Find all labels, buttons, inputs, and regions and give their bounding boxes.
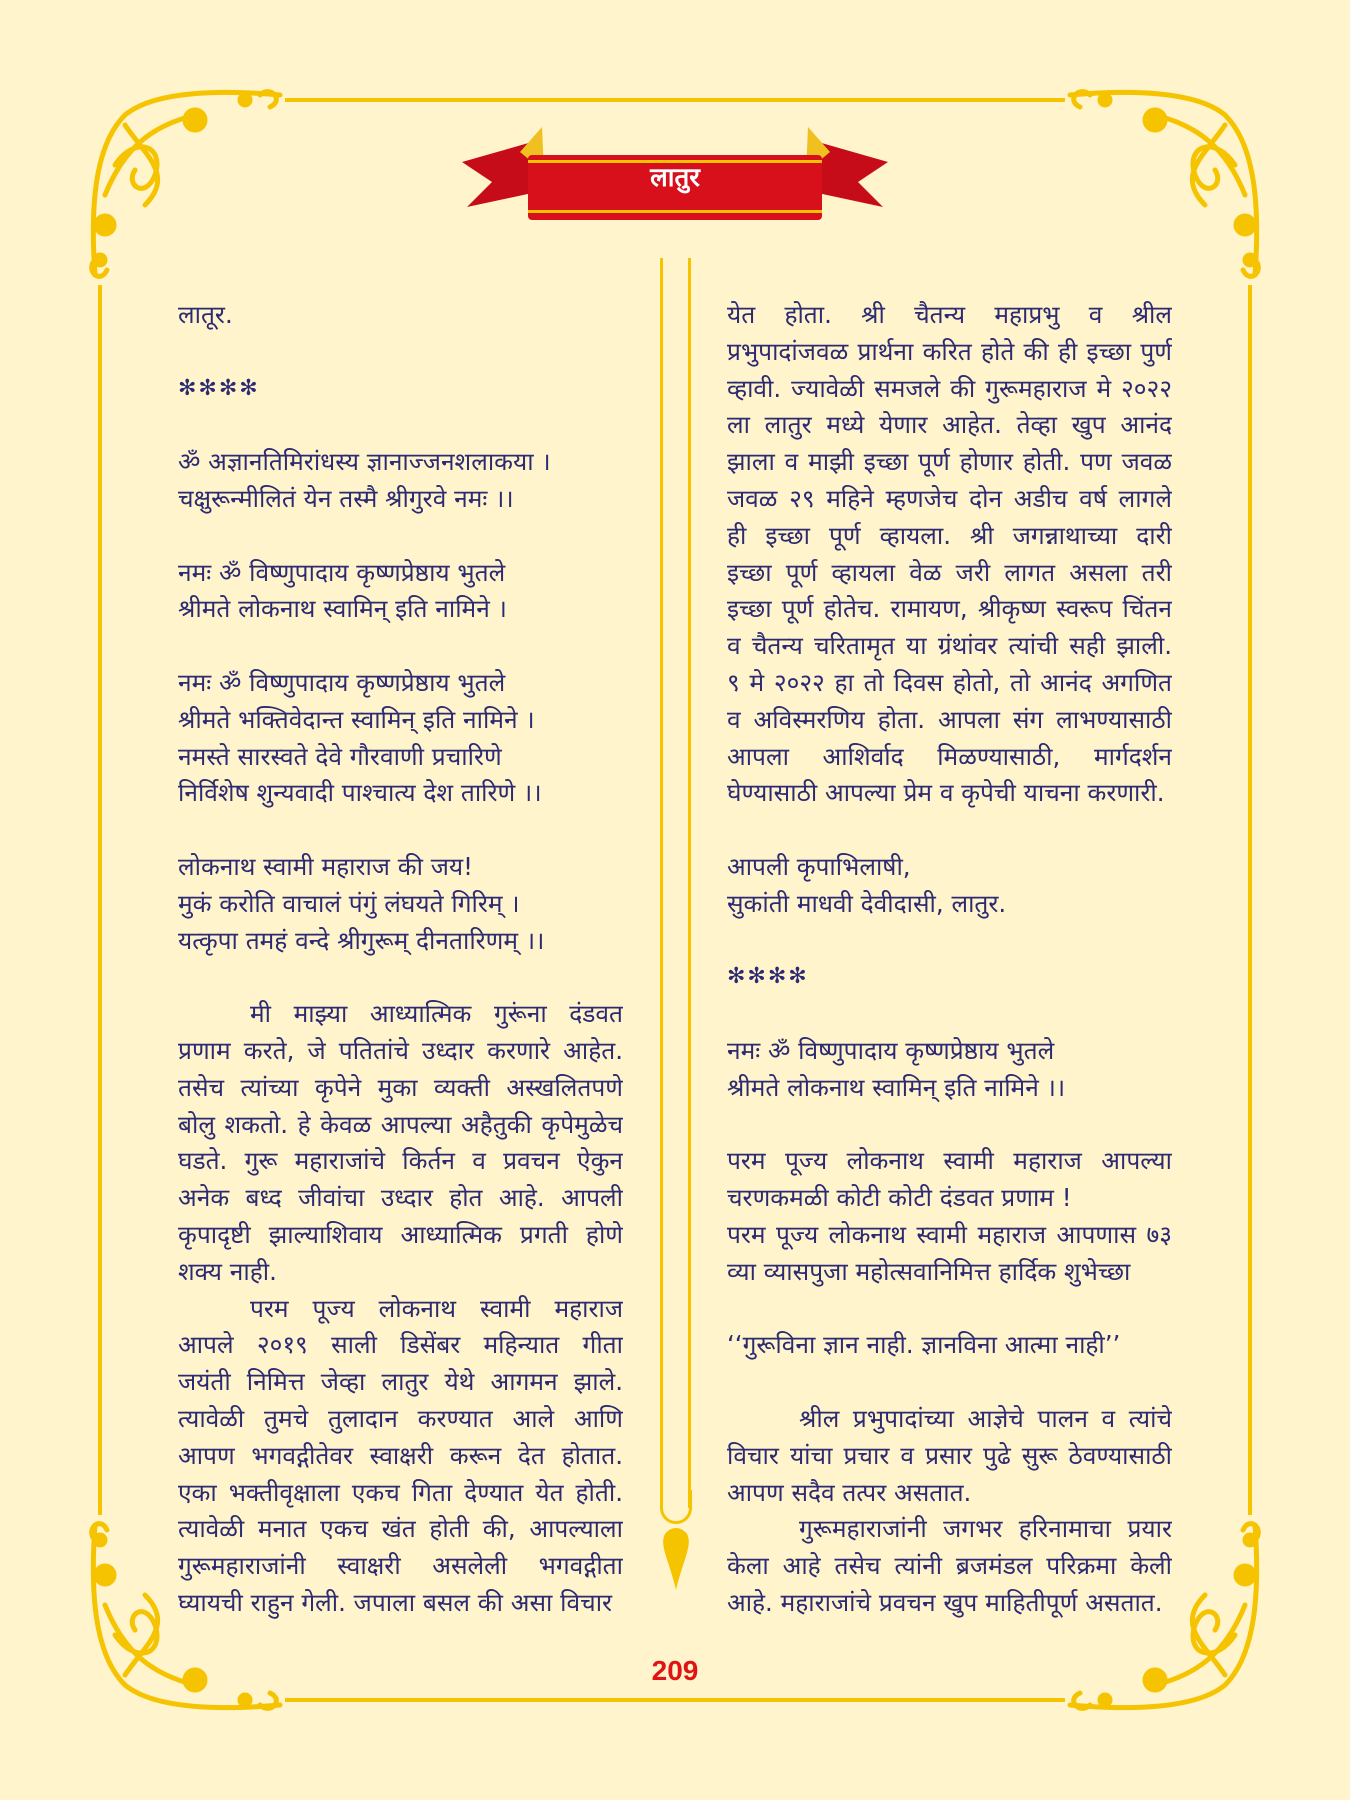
text-line: केला आहे तसेच त्यांनी ब्रजमंडल परिक्रमा केली (727, 1551, 1172, 1581)
blank-line (727, 812, 1172, 849)
text-line: श्रीमते लोकनाथ स्वामिन् इति नामिने । (178, 594, 507, 624)
text-line: परम पूज्य लोकनाथ स्वामी महाराज आपणास ७३ (727, 1219, 1172, 1249)
paragraph (178, 1291, 623, 1622)
verse-block (178, 849, 623, 959)
text-line: नमः ॐ विष्णुपादाय कृष्णप्रेष्ठाय भुतले (727, 1035, 1055, 1065)
frame-left-line (98, 285, 102, 1515)
verse-block (727, 1327, 1172, 1364)
text-line: ‘‘गुरूविना ज्ञान नाही. ज्ञानविना आत्मा नाही’’ (727, 1330, 1121, 1360)
paragraph (727, 1143, 1172, 1217)
verse-block (727, 1033, 1172, 1107)
text-line: आपला आशिर्वाद मिळण्यासाठी, मार्गदर्शन (727, 741, 1172, 771)
text-line: गुरूमहाराजांनी जगभर हरिनामाचा प्रयार (799, 1514, 1172, 1544)
text-line: व्हावी. ज्यावेळी समजले की गुरूमहाराज मे २०२२ (727, 373, 1172, 403)
text-line: ॐ अज्ञानतिमिरांधस्य ज्ञानाज्जनशलाकया । (178, 447, 551, 477)
text-line: त्यावेळी मनात एकच खंत होती की, आपल्याला (178, 1514, 623, 1544)
text-line: परम पूज्य लोकनाथ स्वामी महाराज आपल्या (727, 1146, 1172, 1176)
text-line: आपले २०१९ साली डिसेंबर महिन्यात गीता (178, 1330, 623, 1360)
blank-line (178, 407, 623, 444)
text-line: मुकं करोति वाचालं पंगुं लंघयते गिरिम् । (178, 888, 520, 918)
text-line: अनेक बध्द जीवांचा उध्दार होत आहे. आपली (178, 1183, 623, 1213)
text-line: शक्य नाही. (178, 1256, 277, 1286)
text-line: आपण भगवद्गीतेवर स्वाक्षरी करून देत होतात. (178, 1440, 623, 1470)
blank-line (178, 628, 623, 665)
paragraph (178, 996, 623, 1290)
blank-line (727, 1107, 1172, 1144)
paragraph (727, 1217, 1172, 1291)
text-line: जयंती निमित्त जेव्हा लातुर येथे आगमन झाले. (178, 1367, 623, 1397)
text-line: विचार यांचा प्रचार व प्रसार पुढे सुरू ठेवण्यासाठी (727, 1440, 1172, 1470)
verse-block (178, 444, 623, 518)
blank-line (178, 334, 623, 371)
text-line: श्रीमते भक्तिवेदान्त स्वामिन् इति नामिने । (178, 704, 535, 734)
section-separator (727, 959, 1172, 996)
text-line: परम पूज्य लोकनाथ स्वामी महाराज (250, 1293, 623, 1323)
text-line: इच्छा पूर्ण होतेच. रामायण, श्रीकृष्ण स्वरूप चिंतन (727, 594, 1172, 624)
text-line: ही इच्छा पूर्ण व्हायला. श्री जगन्नाथाच्या दारी (727, 520, 1172, 550)
blank-line (727, 1291, 1172, 1328)
verse-block (727, 849, 1172, 923)
text-line: सुकांती माधवी देवीदासी, लातुर. (727, 888, 1007, 918)
blank-line (178, 959, 623, 996)
text-line: एका भक्तीवृक्षाला एकच गिता देण्यात येत होती. (178, 1477, 623, 1507)
blank-line (727, 996, 1172, 1033)
column-divider-left (660, 258, 663, 1508)
text-line: इच्छा पूर्ण व्हायला वेळ जरी लागत असला तरी (727, 557, 1172, 587)
corner-ornament-top-right (1065, 85, 1265, 285)
text-line: त्यावेळी तुमचे तुलादान करण्यात आले आणि (178, 1403, 623, 1433)
text-line: चक्षुरून्मीलितं येन तस्मै श्रीगुरवे नमः ।। (178, 483, 514, 513)
text-line: निर्विशेष शुन्यवादी पाश्चात्य देश तारिणे ।। (178, 778, 542, 808)
text-line: व्या व्यासपुजा महोत्सवानिमित्त हार्दिक शुभेच्छा (727, 1256, 1131, 1286)
text-line: ला लातुर मध्ये येणार आहेत. तेव्हा खुप आनंद (727, 410, 1172, 440)
text-line: कृपादृष्टी झाल्याशिवाय आध्यात्मिक प्रगती होणे (178, 1219, 623, 1249)
verse-block (178, 555, 623, 629)
text-line: जवळ २९ महिने म्हणजेच दोन अडीच वर्ष लागले (727, 483, 1172, 513)
paragraph (727, 1401, 1172, 1511)
text-line: चरणकमळी कोटी कोटी दंडवत प्रणाम ! (727, 1183, 1072, 1213)
text-line: प्रणाम करते, जे पतितांचे उध्दार करणारे आहेत. (178, 1035, 623, 1065)
blank-line (178, 518, 623, 555)
text-line: आपली कृपाभिलाषी, (727, 851, 911, 881)
text-line: श्रीमते लोकनाथ स्वामिन् इति नामिने ।। (727, 1072, 1066, 1102)
text-line: ✻✻✻✻ (178, 375, 260, 401)
text-line: ९ मे २०२२ हा तो दिवस होतो, तो आनंद अगणित (727, 667, 1172, 697)
right-column (727, 297, 1172, 1622)
frame-right-line (1248, 285, 1252, 1515)
text-line: मी माझ्या आध्यात्मिक गुरूंना दंडवत (250, 999, 623, 1029)
text-line: यत्कृपा तमहं वन्दे श्रीगुरूम् दीनतारिणम् ।। (178, 925, 545, 955)
column-divider-right (688, 258, 691, 1508)
blank-line (727, 923, 1172, 960)
text-line: श्रील प्रभुपादांच्या आज्ञेचे पालन व त्यांचे (799, 1403, 1172, 1433)
title-banner (462, 122, 888, 222)
blank-line (178, 812, 623, 849)
divider-drop-ornament (655, 1490, 697, 1595)
verse-block (178, 665, 623, 812)
banner-title: लातुर (650, 163, 700, 193)
text-line: नमः ॐ विष्णुपादाय कृष्णप्रेष्ठाय भुतले (178, 667, 506, 697)
text-line: घेण्यासाठी आपल्या प्रेम व कृपेची याचना करणारी. (727, 778, 1165, 808)
paragraph (727, 297, 1172, 812)
left-column (178, 297, 623, 1622)
text-line: येत होता. श्री चैतन्य महाप्रभु व श्रील (727, 300, 1172, 329)
frame-bottom-line (285, 1698, 1065, 1702)
text-line: गुरूमहाराजांनी स्वाक्षरी असलेली भगवद्गीता (178, 1551, 623, 1581)
text-line: नमस्ते सारस्वते देवे गौरवाणी प्रचारिणे (178, 741, 502, 771)
text-line: आहे. महाराजांचे प्रवचन खुप माहितीपूर्ण असतात. (727, 1587, 1163, 1617)
text-line: व चैतन्य चरितामृत या ग्रंथांवर त्यांची सही झाली. (727, 631, 1172, 661)
text-line: घडते. गुरू महाराजांचे किर्तन व प्रवचन ऐकुन (178, 1146, 623, 1176)
blank-line (727, 1364, 1172, 1401)
text-line: आपण सदैव तत्पर असतात. (727, 1477, 972, 1507)
text-line: घ्यायची राहुन गेली. जपाला बसल की असा विचार (178, 1587, 613, 1617)
text-line: प्रभुपादांजवळ प्रार्थना करित होते की ही इच्छा पुर्ण (727, 336, 1172, 366)
text-line: लातूर. (178, 300, 233, 329)
section-separator (178, 371, 623, 408)
text-line: व अविस्मरणिय होता. आपला संग लाभण्यासाठी (727, 704, 1172, 734)
page-number: 209 (651, 1655, 699, 1686)
text-line: तसेच त्यांच्या कृपेने मुका व्यक्ती अस्खलितपणे (178, 1072, 623, 1102)
corner-ornament-top-left (85, 85, 285, 285)
text-line: नमः ॐ विष्णुपादाय कृष्णप्रेष्ठाय भुतले (178, 557, 506, 587)
frame-top-line (285, 98, 1065, 102)
paragraph (727, 1511, 1172, 1621)
text-line: झाला व माझी इच्छा पूर्ण होणार होती. पण जवळ (727, 447, 1172, 477)
text-line: बोलु शकतो. हे केवळ आपल्या अहैतुकी कृपेमुळेच (178, 1109, 623, 1139)
text-line: लोकनाथ स्वामी महाराज की जय! (178, 851, 473, 881)
text-line: ✻✻✻✻ (727, 964, 809, 990)
verse-block (178, 297, 623, 334)
